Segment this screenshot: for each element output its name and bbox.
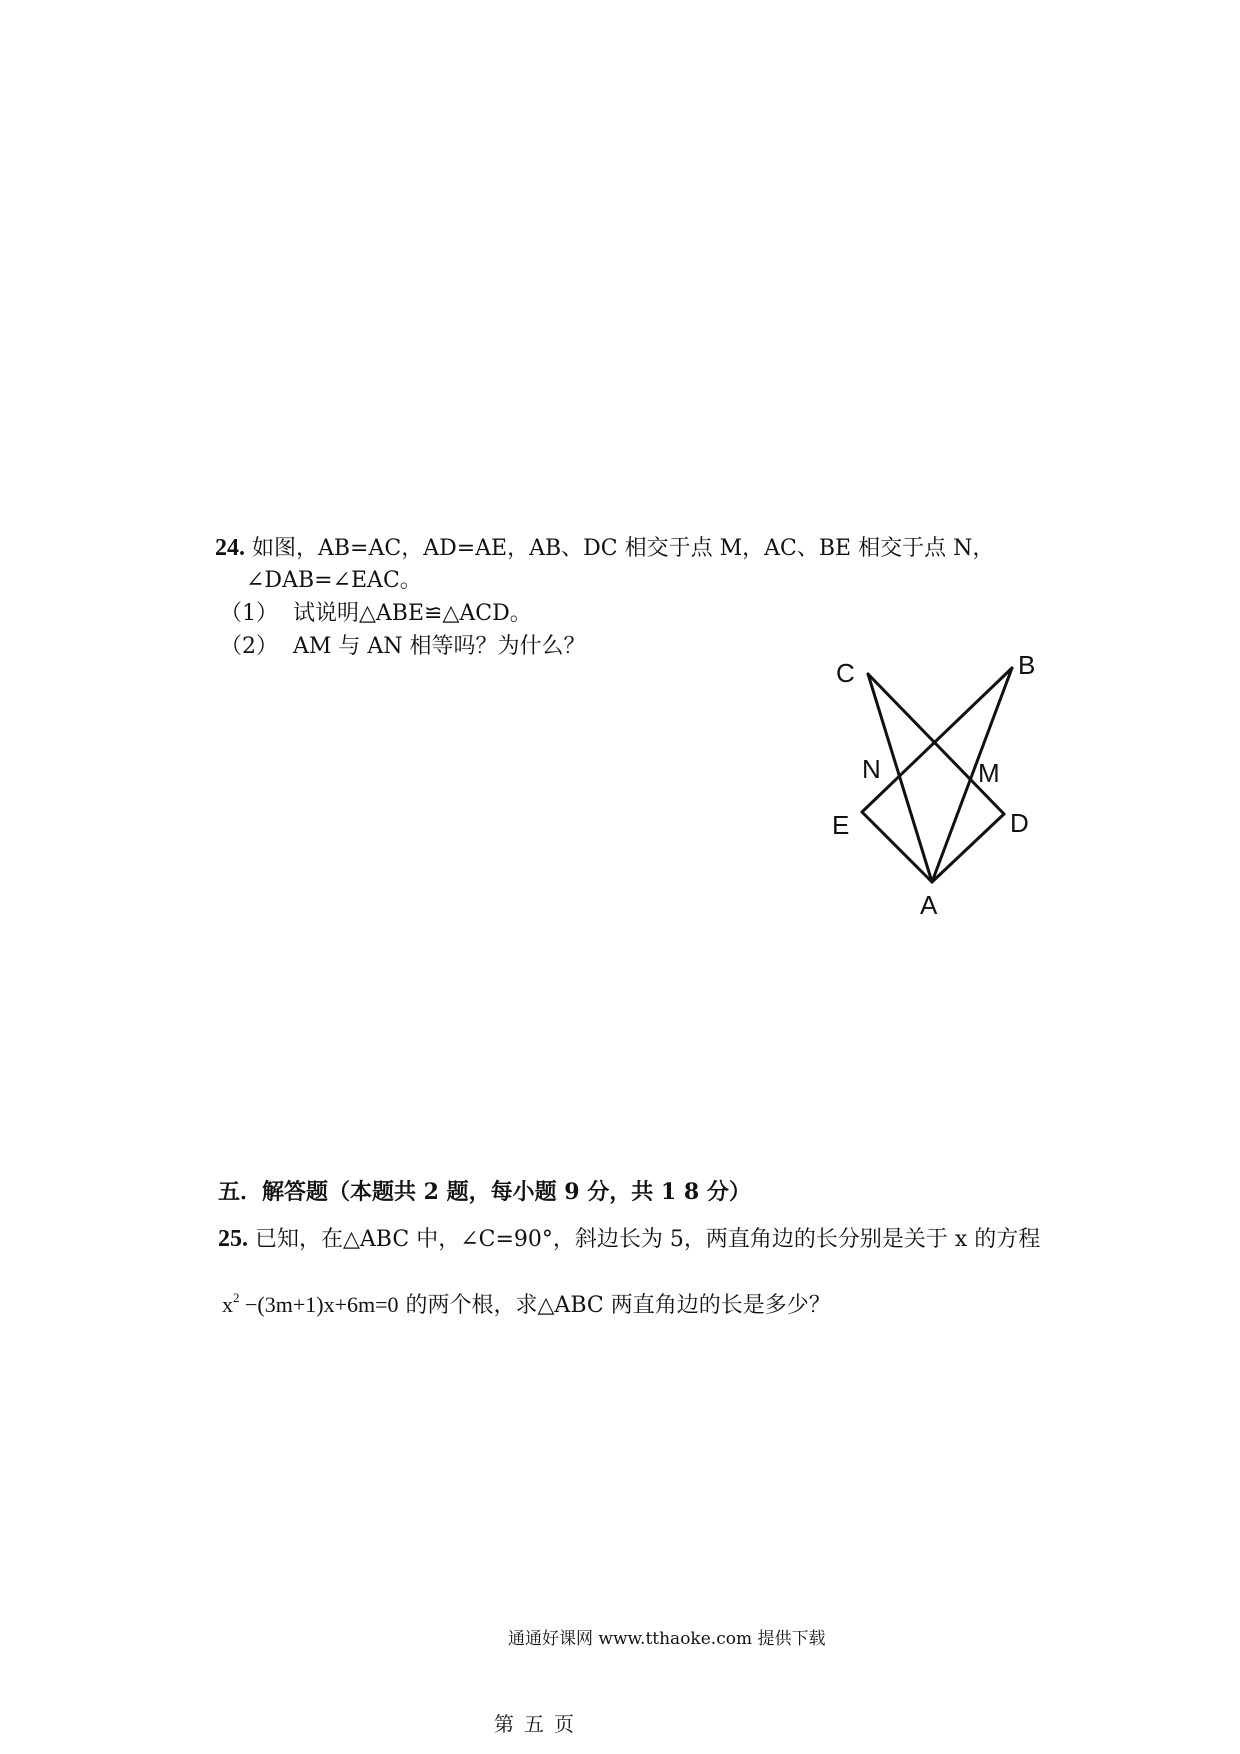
q24-sub2-text: AM 与 AN 相等吗？为什么？ bbox=[293, 634, 586, 659]
segment-DA bbox=[932, 814, 1004, 882]
label-A: A bbox=[920, 890, 938, 920]
q24-stem-line1: 如图，AB=AC，AD=AE，AB、DC 相交于点 M，AC、BE 相交于点 N， bbox=[252, 536, 995, 561]
q24-sub2-label: （2） bbox=[220, 634, 278, 659]
q25-line1 bbox=[218, 1224, 1040, 1255]
q24-line1 bbox=[215, 533, 994, 564]
q25-line2 bbox=[222, 1290, 831, 1321]
q24-sub1-label: （1） bbox=[220, 601, 278, 626]
q25-eq-exponent: 2 bbox=[233, 1290, 240, 1305]
q25-stem-line2: 的两个根，求△ABC 两直角边的长是多少？ bbox=[405, 1293, 831, 1318]
q25-stem-line1: 已知，在△ABC 中，∠C=90°，斜边长为 5，两直角边的长分别是关于 x 的方程 bbox=[255, 1227, 1041, 1252]
q25-number: 25. bbox=[218, 1226, 248, 1252]
q24-subquestion-2 bbox=[220, 632, 586, 662]
q25-eq-x: x bbox=[222, 1292, 233, 1317]
page-number: 第五页 bbox=[494, 1712, 584, 1736]
q24-number: 24. bbox=[215, 535, 245, 561]
label-N: N bbox=[862, 754, 881, 784]
q24-geometry-figure bbox=[820, 640, 1080, 930]
q25-eq-rest: −(3m+1)x+6m=0 bbox=[245, 1292, 399, 1317]
label-M: M bbox=[978, 758, 1000, 788]
q24-stem-line2: ∠DAB=∠EAC。 bbox=[246, 568, 422, 593]
label-E: E bbox=[832, 810, 850, 840]
q24-sub1-text: 试说明△ABE≌△ACD。 bbox=[293, 601, 532, 626]
q24-subquestion-1 bbox=[220, 599, 532, 629]
footer-source: 通通好课网 www.tthaoke.com 提供下载 bbox=[508, 1629, 826, 1649]
q25-equation bbox=[222, 1292, 399, 1317]
label-D: D bbox=[1010, 808, 1029, 838]
section5-heading: 五．解答题（本题共 2 题，每小题 9 分，共 1 8 分） bbox=[218, 1179, 751, 1205]
label-B: B bbox=[1018, 650, 1036, 680]
label-C: C bbox=[836, 658, 855, 688]
segment-AB bbox=[932, 668, 1012, 882]
